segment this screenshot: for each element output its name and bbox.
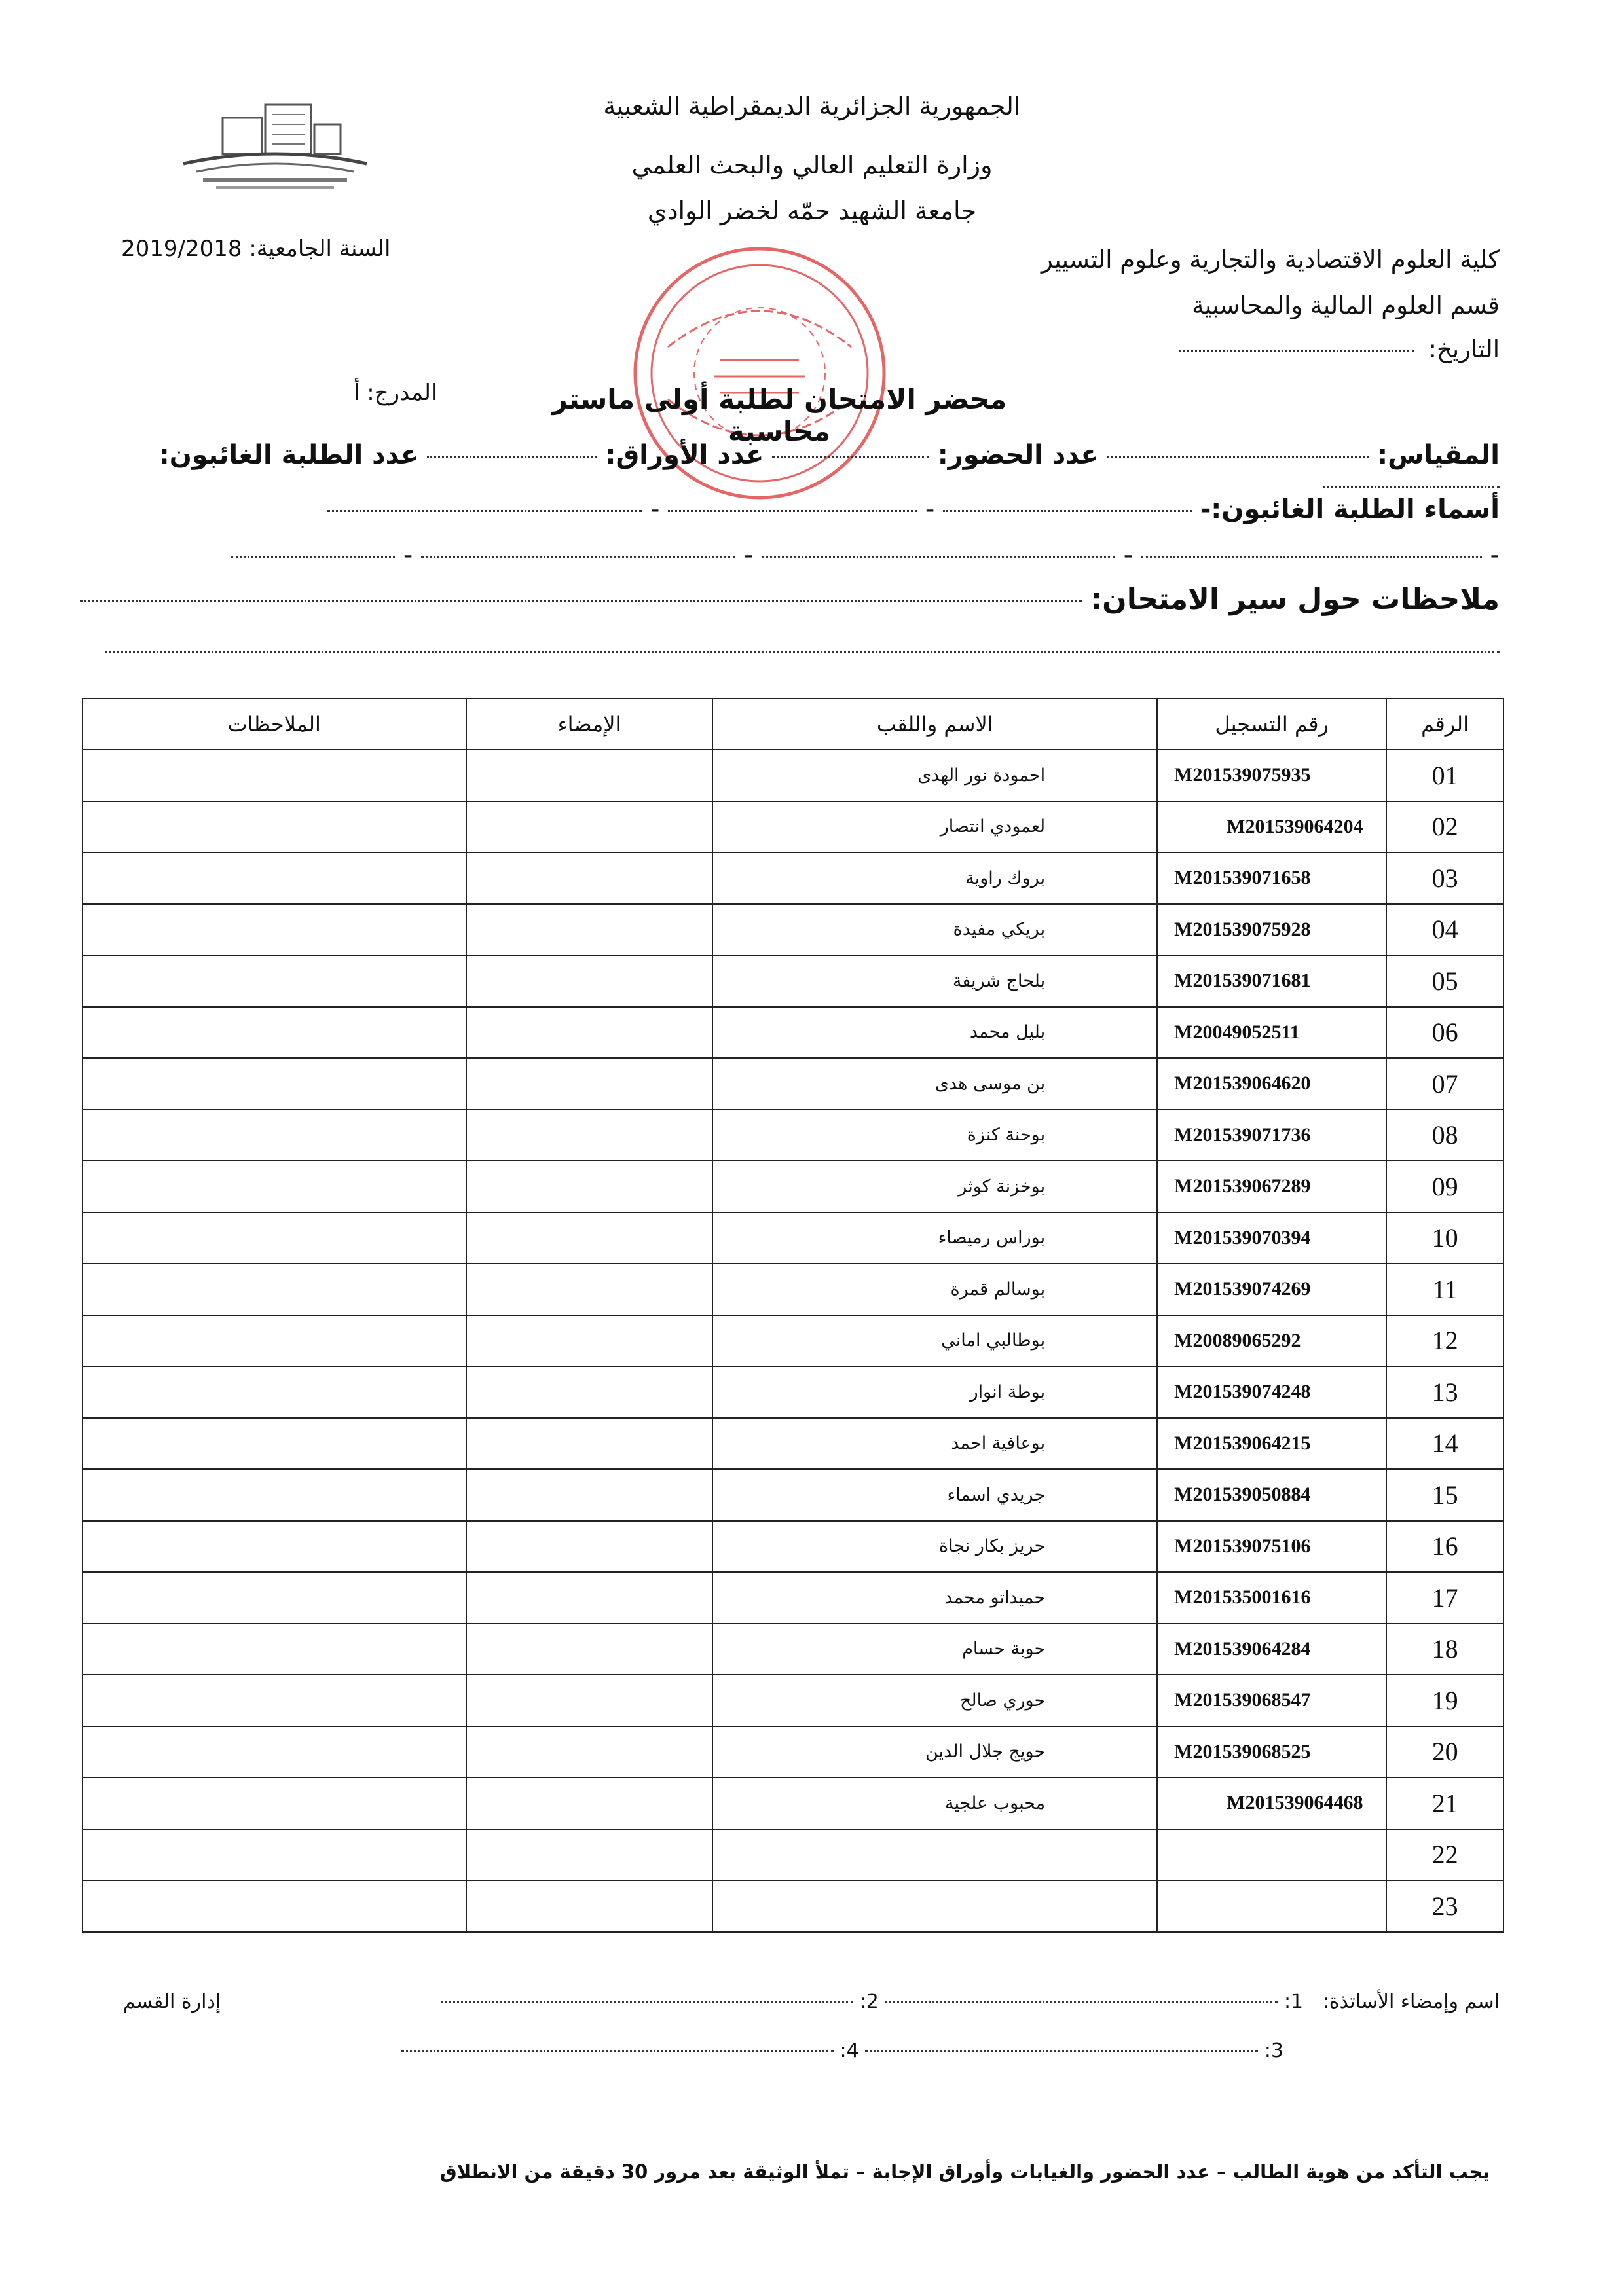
notes-cell[interactable] (83, 1418, 466, 1470)
signature-cell[interactable] (466, 852, 713, 904)
registration-number-text: M201539064215 (1174, 1432, 1311, 1454)
attendance-field[interactable] (772, 456, 929, 458)
row-number: 13 (1386, 1366, 1504, 1418)
hall-label: المدرج: أ (354, 380, 437, 406)
registration-number-text: M201539075928 (1174, 918, 1311, 940)
signature-cell[interactable] (466, 1880, 713, 1932)
ministry-title: وزارة التعليم العالي والبحث العلمي (631, 151, 993, 179)
student-name: بوخزنة كوثر (712, 1161, 1157, 1212)
student-name: بوحنة كنزة (712, 1110, 1157, 1161)
notes-cell[interactable] (83, 1675, 466, 1726)
row-number: 06 (1386, 1007, 1504, 1059)
table-row (83, 1315, 1504, 1367)
signature-cell[interactable] (466, 1058, 713, 1110)
student-name: حوبة حسام (712, 1624, 1157, 1675)
table-row (83, 955, 1504, 1007)
row-number: 20 (1386, 1726, 1504, 1778)
student-name (712, 1829, 1157, 1881)
table-row (83, 1469, 1504, 1521)
student-name: بوعافية احمد (712, 1418, 1157, 1470)
notes-cell[interactable] (83, 1777, 466, 1829)
page-title: محضر الامتحان لطلبة أولى ماستر محاسبة (551, 383, 1007, 447)
table-row (83, 904, 1504, 956)
table-row (83, 1880, 1504, 1932)
attendance-table (82, 698, 1504, 1933)
remarks-field-2[interactable] (105, 651, 1500, 653)
faculty-name: كلية العلوم الاقتصادية والتجارية وعلوم التسيير (1041, 246, 1500, 274)
signature-cell[interactable] (466, 955, 713, 1007)
registration-number (1157, 1110, 1386, 1161)
registration-number (1157, 1726, 1386, 1778)
header-name: الاسم واللقب (712, 699, 1157, 750)
row-number: 11 (1386, 1264, 1504, 1315)
notes-cell[interactable] (83, 1880, 466, 1932)
registration-number-text: M201539071736 (1174, 1123, 1311, 1146)
student-name: حوري صالح (712, 1675, 1157, 1726)
registration-number (1157, 1315, 1386, 1367)
registration-number-text: M201539068525 (1174, 1740, 1311, 1762)
signature-cell[interactable] (466, 1572, 713, 1624)
registration-number-text: M201539064468 (1227, 1792, 1363, 1814)
registration-number-text: M201539071681 (1174, 970, 1311, 992)
date-row (1179, 335, 1500, 363)
row-number: 04 (1386, 904, 1504, 956)
student-name: احمودة نور الهدى (712, 750, 1157, 801)
papers-field[interactable] (427, 456, 597, 458)
student-name: بوطالبي اماني (712, 1315, 1157, 1367)
row-number: 22 (1386, 1829, 1504, 1881)
registration-number (1157, 1007, 1386, 1059)
row-number: 17 (1386, 1572, 1504, 1624)
notes-cell[interactable] (83, 750, 466, 801)
student-name: بوراس رميصاء (712, 1212, 1157, 1264)
signature-3-label: 3: (1264, 2039, 1283, 2062)
table-row (83, 1264, 1504, 1315)
registration-number-text: M201539064284 (1174, 1637, 1311, 1660)
table-row (83, 1161, 1504, 1212)
table-row (83, 1624, 1504, 1675)
table-row (83, 1777, 1504, 1829)
signature-cell[interactable] (466, 801, 713, 853)
registration-number (1157, 1777, 1386, 1829)
row-number: 08 (1386, 1110, 1504, 1161)
footer-note: يجب التأكد من هوية الطالب – عدد الحضور والغيابات وأوراق الإجابة – تملأ الوثيقة بعد مرور 30 دقيقة من الانطلاق (439, 2160, 1490, 2183)
registration-number-text: M201535001616 (1174, 1586, 1311, 1609)
table-row (83, 801, 1504, 853)
signatures-row-1 (124, 1990, 1500, 2013)
absent-names-field-1[interactable] (943, 510, 1192, 512)
signature-4-field[interactable] (401, 2050, 834, 2052)
absent-names-field-4[interactable] (1141, 556, 1482, 558)
row-number: 15 (1386, 1469, 1504, 1521)
row-number: 16 (1386, 1521, 1504, 1573)
row-number: 18 (1386, 1624, 1504, 1675)
signature-cell[interactable] (466, 750, 713, 801)
registration-number (1157, 1572, 1386, 1624)
department-admin: إدارة القسم (123, 1990, 221, 2013)
registration-number-text: M201539068547 (1174, 1689, 1311, 1711)
notes-cell[interactable] (83, 1315, 466, 1367)
signature-cell[interactable] (466, 1161, 713, 1212)
absent-names-label: أسماء الطلبة الغائبون:- (1200, 494, 1500, 524)
signature-2-field[interactable] (441, 2001, 853, 2003)
registration-number-text: M201539074269 (1174, 1278, 1311, 1300)
notes-cell[interactable] (83, 1572, 466, 1624)
registration-number (1157, 1161, 1386, 1212)
notes-cell[interactable] (83, 1212, 466, 1264)
registration-number (1157, 1521, 1386, 1573)
table-row (83, 1366, 1504, 1418)
table-row (83, 1110, 1504, 1161)
notes-cell[interactable] (83, 1829, 466, 1881)
row-number: 19 (1386, 1675, 1504, 1726)
signature-cell[interactable] (466, 1521, 713, 1573)
registration-number (1157, 904, 1386, 956)
notes-cell[interactable] (83, 904, 466, 956)
signature-cell[interactable] (466, 1212, 713, 1264)
registration-number (1157, 852, 1386, 904)
student-name: محبوب علجية (712, 1777, 1157, 1829)
row-number: 09 (1386, 1161, 1504, 1212)
date-label: التاريخ: (1428, 335, 1500, 363)
student-name: بليل محمد (712, 1007, 1157, 1059)
absent-names-field-5[interactable] (762, 556, 1115, 558)
student-name: بن موسى هدى (712, 1058, 1157, 1110)
student-name: جريدي اسماء (712, 1469, 1157, 1521)
header-reg: رقم التسجيل (1157, 699, 1386, 750)
notes-cell[interactable] (83, 1110, 466, 1161)
notes-cell[interactable] (83, 1624, 466, 1675)
notes-cell[interactable] (83, 1521, 466, 1573)
absent-count-label: عدد الطلبة الغائبون: (158, 440, 419, 470)
registration-number (1157, 1264, 1386, 1315)
row-number: 02 (1386, 801, 1504, 853)
remarks-field-1[interactable] (80, 600, 1082, 602)
signature-2-label: 2: (859, 1990, 879, 2013)
registration-number-text: M201539050884 (1174, 1484, 1311, 1506)
registration-number (1157, 1675, 1386, 1726)
registration-number (1157, 750, 1386, 801)
registration-number-text: M201539064204 (1227, 815, 1363, 837)
registration-number (1157, 801, 1386, 853)
registration-number-text: M20089065292 (1174, 1329, 1301, 1351)
registration-number-text: M201539071658 (1174, 867, 1311, 889)
registration-number-text: M201539075106 (1174, 1535, 1311, 1557)
absent-names-field-2[interactable] (668, 510, 917, 512)
remarks-row-2 (105, 645, 1500, 657)
student-name: بلحاج شريفة (712, 955, 1157, 1007)
notes-cell[interactable] (83, 1469, 466, 1521)
row-number: 01 (1386, 750, 1504, 801)
absent-names-field-6[interactable] (421, 556, 735, 558)
registration-number (1157, 1366, 1386, 1418)
student-name: حريز بكار نجاة (712, 1521, 1157, 1573)
table-row (83, 1675, 1504, 1726)
registration-number-text: M201539070394 (1174, 1226, 1311, 1248)
signature-cell[interactable] (466, 1469, 713, 1521)
row-number: 23 (1386, 1880, 1504, 1932)
registration-number (1157, 1212, 1386, 1264)
signature-cell[interactable] (466, 1726, 713, 1778)
registration-number (1157, 1829, 1386, 1881)
signature-cell[interactable] (466, 1675, 713, 1726)
university-logo (177, 98, 373, 196)
signature-cell[interactable] (466, 1624, 713, 1675)
department-name: قسم العلوم المالية والمحاسبية (1192, 291, 1500, 319)
student-name: بوطة انوار (712, 1366, 1157, 1418)
notes-cell[interactable] (83, 1264, 466, 1315)
signature-cell[interactable] (466, 1110, 713, 1161)
registration-number (1157, 1469, 1386, 1521)
row-number: 10 (1386, 1212, 1504, 1264)
registration-number-text: M201539074248 (1174, 1381, 1311, 1403)
academic-year: السنة الجامعية: 2019/2018 (121, 236, 391, 262)
remarks-row (80, 583, 1500, 616)
table-row (83, 750, 1504, 801)
table-row (83, 1058, 1504, 1110)
signature-cell[interactable] (466, 1264, 713, 1315)
absent-count-field[interactable] (1323, 486, 1500, 488)
subject-label: المقياس: (1377, 440, 1500, 470)
notes-cell[interactable] (83, 1161, 466, 1212)
row-number: 05 (1386, 955, 1504, 1007)
header-signature: الإمضاء (466, 699, 713, 750)
student-name: بوسالم قمرة (712, 1264, 1157, 1315)
row-number: 14 (1386, 1418, 1504, 1470)
signature-cell[interactable] (466, 1418, 713, 1470)
registration-number-text: M201539064620 (1174, 1072, 1311, 1095)
row-number: 07 (1386, 1058, 1504, 1110)
registration-number (1157, 955, 1386, 1007)
notes-cell[interactable] (83, 1366, 466, 1418)
signature-cell[interactable] (466, 904, 713, 956)
registration-number-text: M201539067289 (1174, 1175, 1311, 1197)
notes-cell[interactable] (83, 1726, 466, 1778)
table-row (83, 1829, 1504, 1881)
signature-cell[interactable] (466, 1007, 713, 1059)
notes-cell[interactable] (83, 955, 466, 1007)
papers-label: عدد الأوراق: (605, 440, 764, 470)
table-row (83, 1212, 1504, 1264)
student-name: حويج جلال الدين (712, 1726, 1157, 1778)
registration-number (1157, 1418, 1386, 1470)
header-notes: الملاحظات (83, 699, 466, 750)
republic-title: الجمهورية الجزائرية الديمقراطية الشعبية (603, 92, 1021, 120)
student-name (712, 1880, 1157, 1932)
student-name: لعمودي انتصار (712, 801, 1157, 853)
table-row (83, 1521, 1504, 1573)
registration-number (1157, 1880, 1386, 1932)
student-name: بروك راوية (712, 852, 1157, 904)
signature-1-label: 1: (1283, 1990, 1304, 2013)
notes-cell[interactable] (83, 1007, 466, 1059)
absent-names-field-3[interactable] (327, 510, 642, 512)
registration-number-text: M201539075935 (1174, 764, 1311, 786)
subject-field[interactable] (1107, 456, 1369, 458)
student-name: حميداتو محمد (712, 1572, 1157, 1624)
student-name: بريكي مفيدة (712, 904, 1157, 956)
remarks-label: ملاحظات حول سير الامتحان: (1090, 583, 1500, 616)
row-number: 21 (1386, 1777, 1504, 1829)
table-header-row (83, 699, 1504, 750)
university-title: جامعة الشهيد حمّه لخضر الوادي (647, 196, 977, 225)
notes-cell[interactable] (83, 801, 466, 853)
attendance-label: عدد الحضور: (937, 440, 1099, 470)
table-row (83, 1572, 1504, 1624)
absent-names-field-7[interactable] (231, 556, 395, 558)
registration-number (1157, 1624, 1386, 1675)
table-row (83, 1007, 1504, 1059)
table-row (83, 1726, 1504, 1778)
registration-number (1157, 1058, 1386, 1110)
signature-1-field[interactable] (885, 2001, 1278, 2003)
table-row (83, 852, 1504, 904)
notes-cell[interactable] (83, 1058, 466, 1110)
signature-cell[interactable] (466, 1829, 713, 1881)
date-field[interactable] (1179, 350, 1414, 352)
table-row (83, 1418, 1504, 1470)
signatures-label: اسم وإمضاء الأساتذة: (1322, 1990, 1500, 2013)
header-num: الرقم (1386, 699, 1504, 750)
notes-cell[interactable] (83, 852, 466, 904)
absent-names-row-2: - - - - (231, 540, 1500, 570)
row-number: 12 (1386, 1315, 1504, 1367)
registration-number-text: M20049052511 (1174, 1021, 1300, 1043)
row-number: 03 (1386, 852, 1504, 904)
fields-row (111, 440, 1500, 500)
absent-names-row: أسماء الطلبة الغائبون:- - - (327, 494, 1500, 524)
signature-cell[interactable] (466, 1315, 713, 1367)
signatures-row-2 (401, 2039, 1283, 2062)
signature-cell[interactable] (466, 1777, 713, 1829)
signature-4-label: 4: (840, 2039, 859, 2062)
signature-cell[interactable] (466, 1366, 713, 1418)
signature-3-field[interactable] (865, 2050, 1258, 2052)
